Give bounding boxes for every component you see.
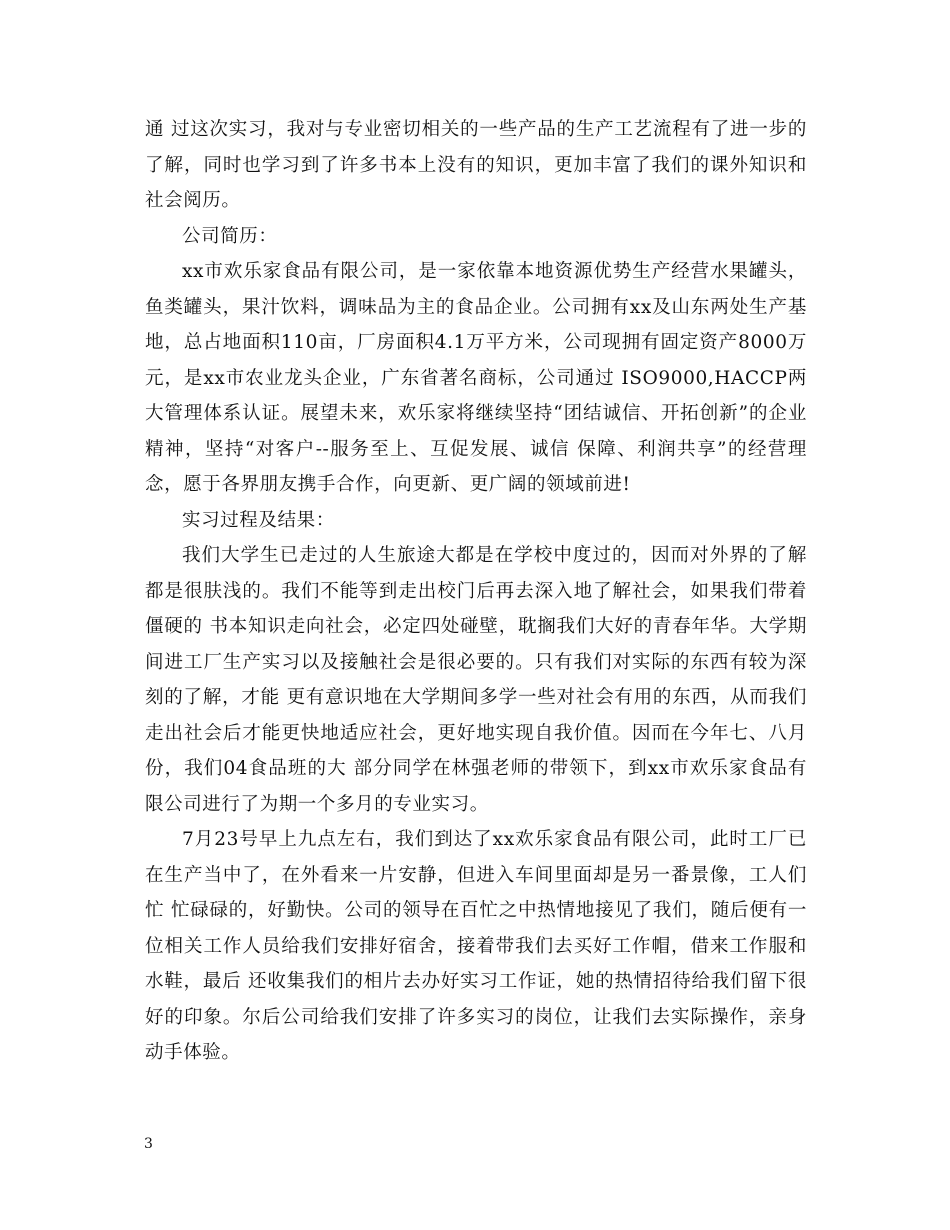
page-number: 3	[144, 1136, 153, 1152]
heading-company-profile: 公司简历：	[182, 225, 278, 247]
paragraph-company-profile: xx市欢乐家食品有限公司，是一家依靠本地资源优势生产经营水果罐头，鱼类罐头，果汁饮料，调味品为主的食品企业。公司拥有xx及山东两处生产基 地，总占地面积110亩，厂房面积4.1万平方米，公司现拥有固定资产8000万元，是xx市农业龙头企业，广东省著名商标，公司通过 ISO9000,HACCP两大管理体系认证。展望未来，欢乐家将继续坚持“团结诚信、开拓创新”的企业精神，坚持“对客户--服务至上、互促发展、诚信 保障、利润共享”的经营理念，愿于各界朋友携手合作，向更新、更广阔的领域前进!	[145, 261, 814, 495]
heading-internship-process: 实习过程及结果：	[182, 509, 335, 531]
document-body	[145, 112, 814, 1071]
paragraph-arrival: 7月23号早上九点左右，我们到达了xx欢乐家食品有限公司，此时工厂已在生产当中了，在外看来一片安静，但进入车间里面却是另一番景像，工人们忙 忙碌碌的，好勤快。公司的领导在百忙之中热情地接见了我们，随后便有一位相关工作人员给我们安排好宿舍，接着带我们去买好工作帽，借来工作服和水鞋，最后 还收集我们的相片去办好实习工作证，她的热情招待给我们留下很好的印象。尔后公司给我们安排了许多实习的岗位，让我们去实际操作，亲身动手体验。	[145, 829, 807, 1063]
paragraph-internship-motivation: 我们大学生已走过的人生旅途大都是在学校中度过的，因而对外界的了解都是很肤浅的。我们不能等到走出校门后再去深入地了解社会，如果我们带着僵硬的 书本知识走向社会，必定四处碰壁，耽搁我们大好的青春年华。大学期间进工厂生产实习以及接触社会是很必要的。只有我们对实际的东西有较为深刻的了解，才能 更有意识地在大学期间多学一些对社会有用的东西，从而我们走出社会后才能更快地适应社会，更好地实现自我价值。因而在今年七、八月份，我们04食品班的大 部分同学在林强老师的带领下，到xx市欢乐家食品有限公司进行了为期一个多月的专业实习。	[145, 545, 807, 815]
paragraph-intro: 通 过这次实习，我对与专业密切相关的一些产品的生产工艺流程有了进一步的了解，同时也学习到了许多书本上没有的知识，更加丰富了我们的课外知识和社会阅历。	[145, 119, 807, 211]
